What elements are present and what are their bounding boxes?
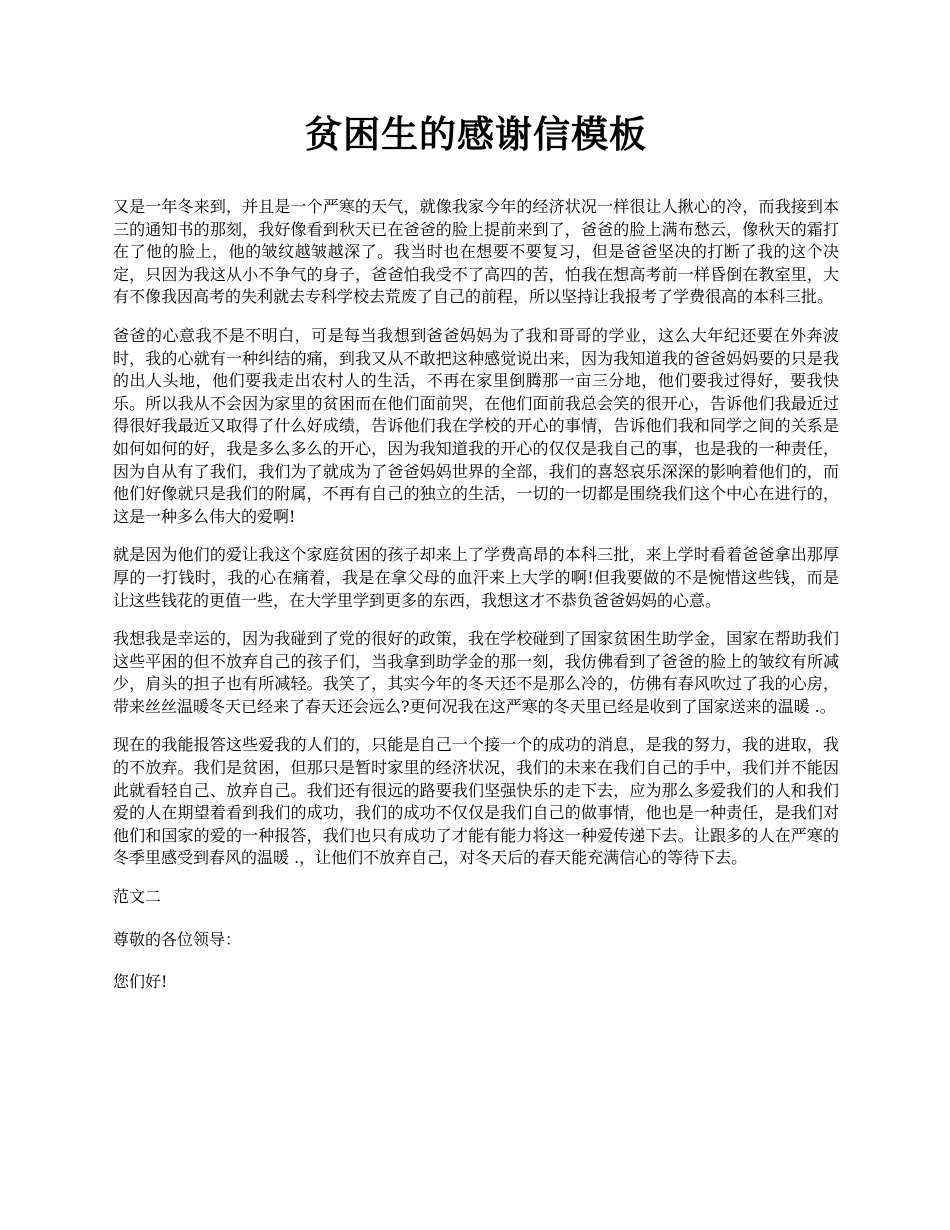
section-label: 范文二 [113,887,162,907]
salutation: 尊敬的各位领导： [113,929,242,949]
document-title: 贫困生的感谢信模板 [305,113,647,156]
paragraph-5: 现在的我能报答这些爱我的人们的，只能是自己一个接一个的成功的消息，是我的努力，我的进取，我的不放弃。我们是贫困，但那只是暂时家里的经济状况，我们的未来在我们自己的手中，我们并不能因此就看轻自己、放弃自己。我们还有很远的路要我们坚强快乐的走下去，应为那么多爱我们的人和我们爱的人在期望着看到我们的成功，我们的成功不仅仅是我们自己的做事情，他也是一种责任，是我们对他们和国家的爱的一种报答，我们也只有成功了才能有能力将这一种爱传递下去。让跟多的人在严寒的冬季里感受到春风的温暖 .，让他们不放弃自己，对冬天后的春天能充满信心的等待下去。 [113,735,839,868]
document-page [113,110,839,1014]
paragraph-4: 我想我是幸运的，因为我碰到了党的很好的政策，我在学校碰到了国家贫困生助学金，国家在帮助我们这些平困的但不放弃自己的孩子们，当我拿到助学金的那一刻，我仿佛看到了爸爸的脸上的皱纹有所减少，肩头的担子也有所减轻。我笑了，其实今年的冬天还不是那么冷的，仿佛有春风吹过了我的心房，带来丝丝温暖冬天已经来了春天还会远么?更何况我在这严寒的冬天里已经是收到了国家送来的温暖 .。 [113,629,839,716]
paragraph-3: 就是因为他们的爱让我这个家庭贫困的孩子却来上了学费高昂的本科三批，来上学时看着爸爸拿出那厚厚的一打钱时，我的心在痛着，我是在拿父母的血汗来上大学的啊!但我要做的不是惋惜这些钱，而是让这些钱花的更值一些，在大学里学到更多的东西，我想这才不恭负爸爸妈妈的心意。 [113,545,839,610]
paragraph-2: 爸爸的心意我不是不明白，可是每当我想到爸爸妈妈为了我和哥哥的学业，这么大年纪还要在外奔波时，我的心就有一种纠结的痛，到我又从不敢把这种感觉说出来，因为我知道我的爸爸妈妈要的只是我的出人头地，他们要我走出农村人的生活，不再在家里倒腾那一亩三分地，他们要我过得好，要我快乐。所以我从不会因为家里的贫困而在他们面前哭，在他们面前我总会笑的很开心，告诉他们我最近过得很好我最近又取得了什么好成绩，告诉他们我在学校的开心的事情，告诉他们我和同学之间的关系是如何如何的好，我是多么多么的开心，因为我知道我的开心的仅仅是我自己的事，也是我的一种责任，因为自从有了我们，我们为了就成为了爸爸妈妈世界的全部，我们的喜怒哀乐深深的影响着他们的，而他们好像就只是我们的附属，不再有自己的独立的生活，一切的一切都是围绕我们这个中心在进行的，这是一种多么伟大的爱啊! [113,325,839,526]
paragraph-1: 又是一年冬来到，并且是一个严寒的天气，就像我家今年的经济状况一样很让人揪心的冷，而我接到本三的通知书的那刻，我好像看到秋天已在爸爸的脸上提前来到了，爸爸的脸上满布愁云，像秋天的霜打在了他的脸上，他的皱纹越皱越深了。我当时也在想要不要复习，但是爸爸坚决的打断了我的这个决定，只因为我这从小不争气的身子，爸爸怕我受不了高四的苦，怕我在想高考前一样昏倒在教室里，大有不像我因高考的失利就去专科学校去荒废了自己的前程，所以坚持让我报考了学费很高的本科三批。 [113,197,839,307]
greeting: 您们好! [113,972,168,992]
